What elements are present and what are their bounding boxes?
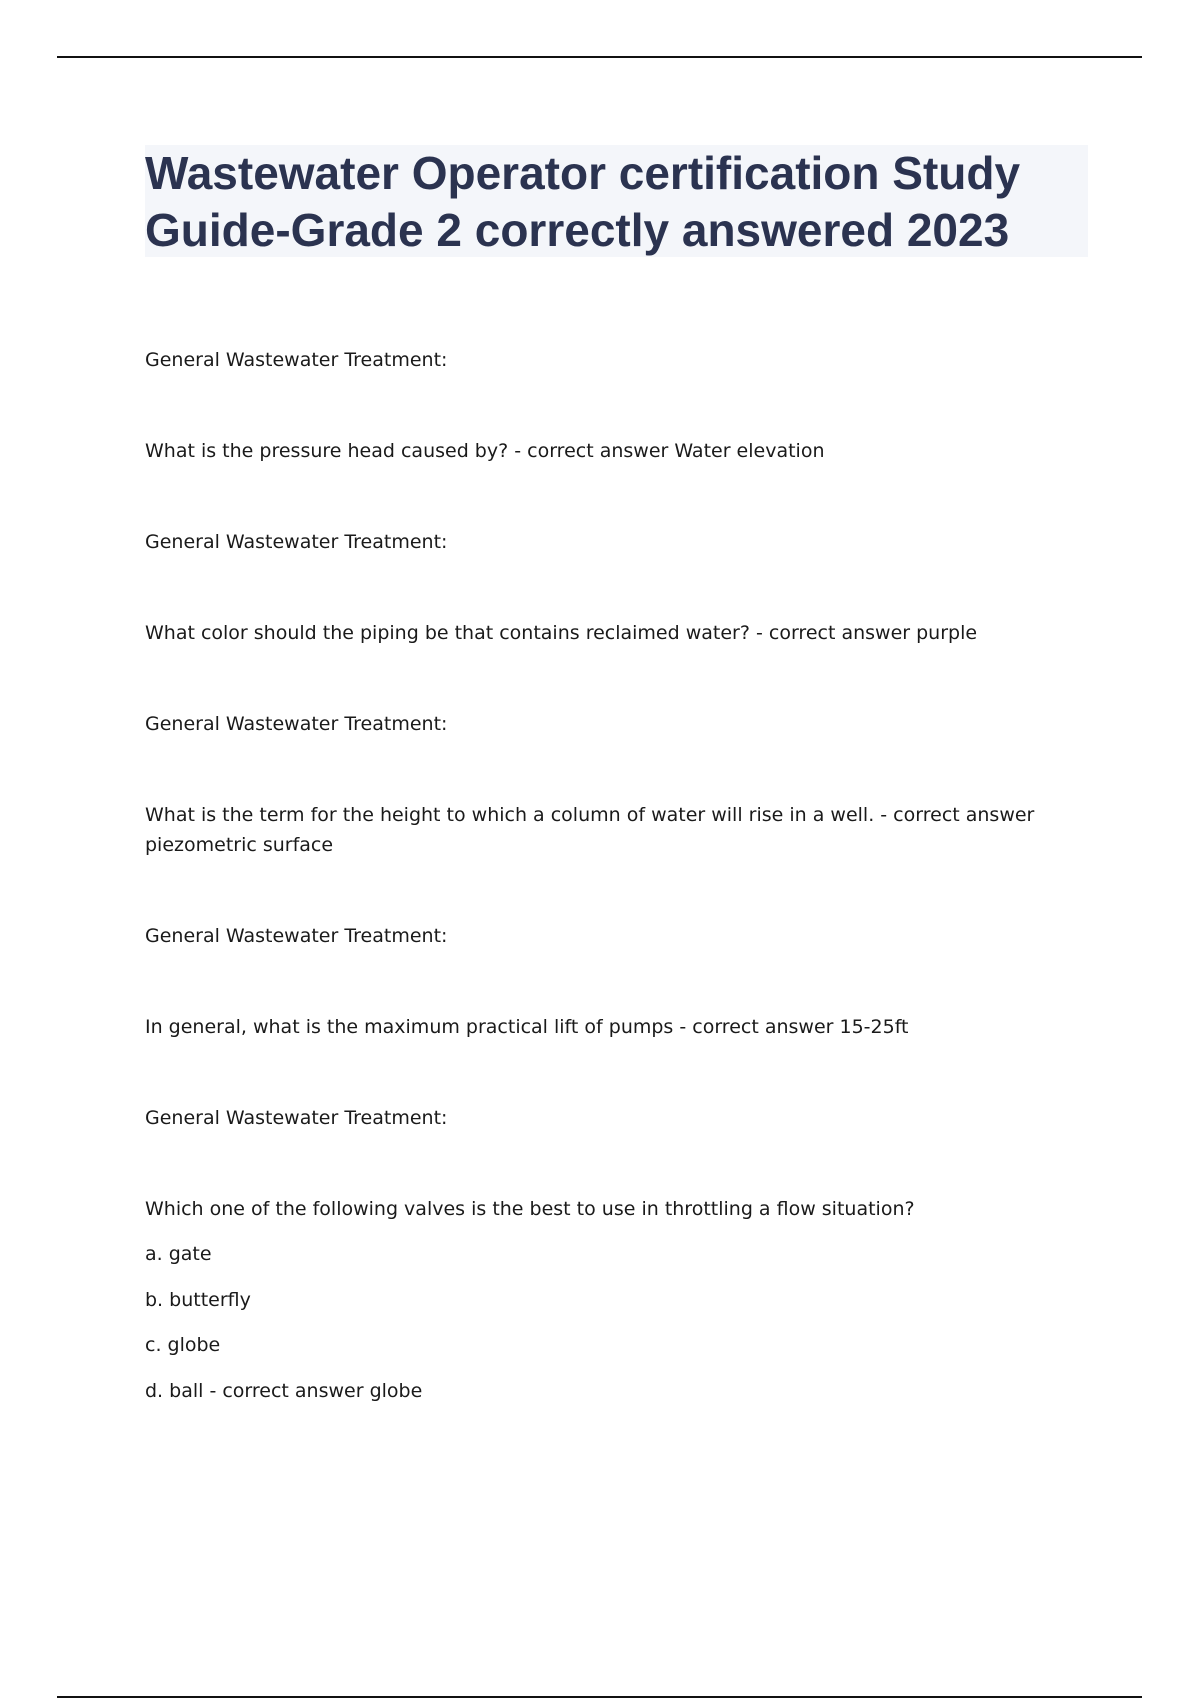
section-heading: General Wastewater Treatment:	[145, 925, 448, 947]
question-text: What color should the piping be that contains reclaimed water? - correct answer purple	[145, 622, 978, 644]
answer-option: d. ball - correct answer globe	[145, 1380, 423, 1402]
question-text: In general, what is the maximum practical lift of pumps - correct answer 15-25ft	[145, 1016, 909, 1038]
question-text: Which one of the following valves is the best to use in throttling a flow situation?	[145, 1198, 915, 1220]
section-heading: General Wastewater Treatment:	[145, 349, 448, 371]
answer-option: c. globe	[145, 1334, 221, 1356]
section-heading: General Wastewater Treatment:	[145, 1107, 448, 1129]
answer-option: b. butterfly	[145, 1289, 251, 1311]
section-heading: General Wastewater Treatment:	[145, 531, 448, 553]
title-banner	[145, 145, 1088, 257]
answer-option: a. gate	[145, 1243, 212, 1265]
document-title: Wastewater Operator certification Study Guide-Grade 2 correctly answered 2023	[145, 147, 1021, 256]
question-text: What is the term for the height to which a column of water will rise in a well. - correct answer	[145, 804, 1035, 826]
top-rule	[57, 56, 1142, 58]
question-text-continued: piezometric surface	[145, 834, 334, 856]
bottom-rule	[57, 1696, 1142, 1698]
question-text: What is the pressure head caused by? - correct answer Water elevation	[145, 440, 825, 462]
section-heading: General Wastewater Treatment:	[145, 713, 448, 735]
